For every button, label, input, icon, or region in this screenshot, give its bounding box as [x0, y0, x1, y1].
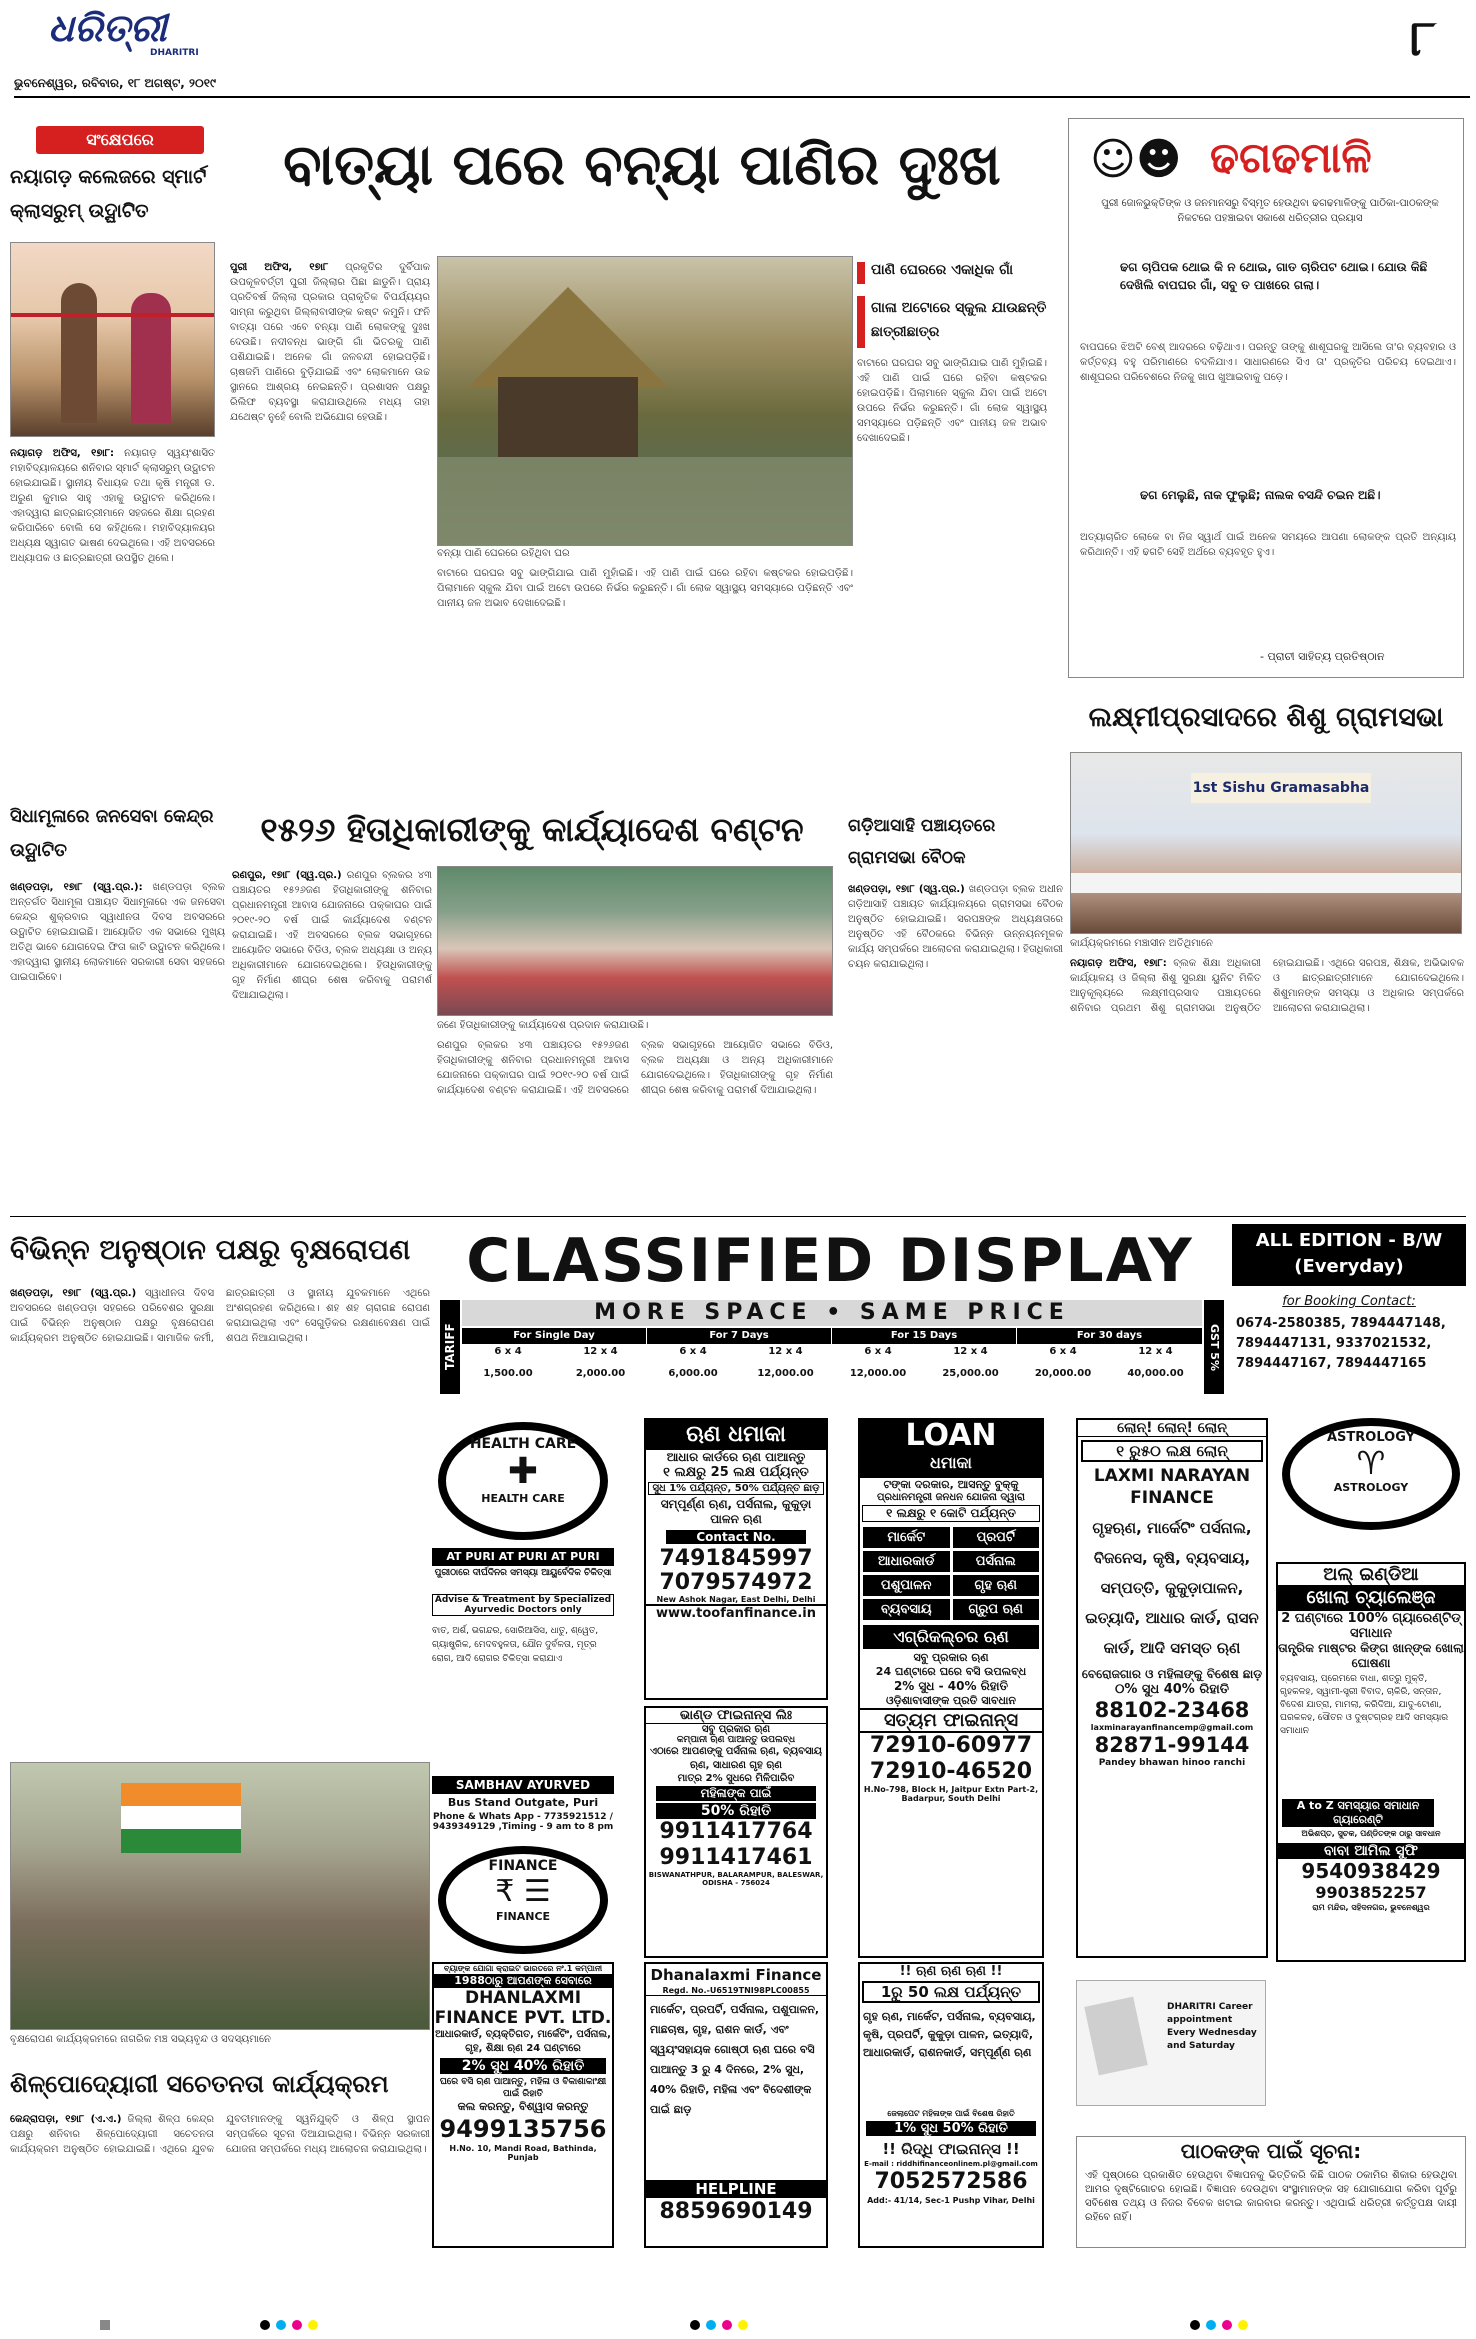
main-body: ପୁରୀ ଅଫିସ, ୧୭ା୮ ପ୍ରକୃତିର ଦୁର୍ବିପାକ ଉପକୂଳବର୍ତ୍ତୀ ପୁରୀ ଜିଲ୍ଲାର ପିଛା ଛାଡୁନି। ପ୍ରାୟ ପ୍ରତିବର୍ଷ ଜିଲ୍ଲା ପ୍ରକାର ପ୍ରାକୃତିକ ବିପର୍ଯ୍ୟୟର ସାମ୍ନା କରୁଥିବା ଜିଲ୍ଲାବାସୀଙ୍କ କଷ୍ଟ କମୁନି। ଫନି ବାତ୍ୟା ପରେ ଏବେ ବନ୍ୟା ପାଣି ଲୋକଙ୍କୁ ଦୁଃଖ ଦେଉଛି। ନଦୀବନ୍ଧ ଭାଙ୍ଗି ଗାଁ ଭିତରକୁ ପାଣି ପଶିଯାଇଛି। ଅନେକ ଗାଁ ଜଳବନ୍ଦୀ ହୋଇପଡ଼ିଛି। ଚାଷଜମି ପାଣିରେ ବୁଡ଼ିଯାଇଛି ଏବଂ ଲୋକମାନେ ଉଚ୍ଚ ସ୍ଥାନରେ ଆଶ୍ରୟ ନେଇଛନ୍ତି। ପ୍ରଶାସନ ପକ୍ଷରୁ ରିଲିଫ ବ୍ୟବସ୍ଥା କରାଯାଉଥିଲେ ମଧ୍ୟ ତାହା ଯଥେଷ୍ଟ ନୁହେଁ ବୋଲି ଅଭିଯୋଗ ହେଉଛି।: [230, 262, 430, 423]
classified-title: CLASSIFIED DISPLAY: [466, 1226, 1194, 1296]
tree-caption: ବୃକ୍ଷରୋପଣ କାର୍ଯ୍ୟକ୍ରମରେ ନାଗରିକ ମଞ୍ଚ ସଭ୍ୟବୃନ୍ଦ ଓ ସଦସ୍ୟମାନେ: [10, 2034, 271, 2045]
loan-grid: ମାର୍କେଟ ପ୍ରପର୍ଟି ଆଧାରକାର୍ଡ ପର୍ସନାଲ ପଶୁପାଳନ ଗୃହ ଋଣ ବ୍ୟବସାୟ ଗ୍ରୁପ ଋଣ: [860, 1524, 1042, 1623]
main-photo-caption: ବନ୍ୟା ପାଣି ଘେରରେ ରହିଥିବା ଘର: [437, 548, 570, 559]
column-credit: - ପ୍ରାଚୀ ସାହିତ୍ୟ ପ୍ରତିଷ୍ଠାନ: [1260, 650, 1385, 663]
allotment-body: ରଣପୁର, ୧୭ା୮ (ସ୍ୱ.ପ୍ର.) ରଣପୁର ବ୍ଲକର ୪୩ ପଞ୍ଚାୟତର ୧୫୨୬ଜଣ ହିତାଧିକାରୀଙ୍କୁ ଶନିବାର ପ୍ରଧାନମନ୍ତ୍ରୀ ଆବାସ ଯୋଜନାରେ ପକ୍କାଘର ପାଇଁ ୨୦୧୯-୨୦ ବର୍ଷ ପାଇଁ କାର୍ଯ୍ୟାଦେଶ ବଣ୍ଟନ କରାଯାଇଛି। ଏହି ଅବସରରେ ବ୍ଲକ ସଭାଗୃହରେ ଆୟୋଜିତ ସଭାରେ ବିଡିଓ, ବ୍ଲକ ଅଧ୍ୟକ୍ଷା ଓ ଅନ୍ୟ ଅଧିକାରୀମାନେ ଯୋଗଦେଇଥିଲେ। ହିତାଧିକାରୀଙ୍କୁ ଗୃହ ନିର୍ମାଣ ଶୀଘ୍ର ଶେଷ କରିବାକୁ ପରାମର୍ଶ ଦିଆଯାଇଥିଲା।: [232, 870, 432, 1001]
ad-rin-dhamaka: ଋଣ ଧମାକା ଆଧାର କାର୍ଡରେ ଋଣ ପାଆନ୍ତୁ ୧ ଲକ୍ଷରୁ 25 ଲକ୍ଷ ପର୍ଯ୍ୟନ୍ତ ସୁଧ 1% ପର୍ଯ୍ୟନ୍ତ, 50% ପର୍ଯ୍ୟନ୍ତ ଛାଡ଼ ସମ୍ପୂର୍ଣ୍ଣ ଋଣ, ପର୍ସନାଲ, କୁକୁଡ଼ା ପାଳନ ଋଣ Contact No. 7491845997 7079574972 New Ashok Nagar, East Delhi, Delhi www.toofanfinance.in: [644, 1418, 828, 1700]
gadiasahi-headline: ଗଡ଼ିଆସାହି ପଞ୍ଚାୟତରେ ଗ୍ରାମସଭା ବୈଠକ: [848, 816, 996, 868]
column-title: ଢଗଢମାଳି: [1210, 133, 1372, 182]
column-verse-2: ଢଗ ମେଲୁଛି, ନାକ ଫୁଲୁଛି; ନାଲକ ବସନ୍ଦି ଚଇନ ଅଛି।: [1140, 488, 1381, 502]
gramasabha-headline: ଲକ୍ଷ୍ମୀପ୍ରସାଦରେ ଶିଶୁ ଗ୍ରାମସଭା: [1088, 702, 1444, 733]
ad-dhanlaxmi-pvt: ବ୍ୟାଙ୍କ ଯୋଗା କ୍ରାଇଟ ଭାରତରେ ନଂ.1 କମ୍ପାନୀ 1988ଠାରୁ ଆପଣଙ୍କ ସେବାରେ DHANLAXMI FINANCE PVT. LTD. ଆଧାରକାର୍ଡ, ବ୍ୟକ୍ତିଗତ, ମାର୍କେଟିଂ, ପର୍ସନାଲ, ଗୃହ, ଶିକ୍ଷା ଋଣ 24 ଘଣ୍ଟାରେ 2% ସୁଧ 40% ରିହାତି ଘରେ ବସି ଋଣ ପାଆନ୍ତୁ, ମହିଳା ଓ ବିକାଶାକାଂକ୍ଷୀ ପାଇଁ ରିହାତି କଲ କରନ୍ତୁ, ବିଶ୍ୱାସ କରନ୍ତୁ 9499135756 H.No. 10, Mandi Road, Bathinda, Punjab: [432, 1962, 614, 2248]
zodiac-icon: ♈: [1356, 1444, 1386, 1482]
allotment-caption: ଜଣେ ହିତାଧିକାରୀଙ୍କୁ କାର୍ଯ୍ୟାଦେଶ ପ୍ରଦାନ କରାଯାଉଛି।: [437, 1020, 649, 1031]
booking-numbers: 0674-2580385, 7894447148, 7894447131, 9337021532, 7894447167, 7894447165: [1236, 1316, 1446, 1371]
main-photo: [437, 256, 853, 546]
finance-ring: FINANCE ₹ ☰ FINANCE: [438, 1846, 608, 1954]
brief-headline: ନୟାଗଡ଼ କଲେଜରେ ସ୍ମାର୍ଟ କ୍ଲାସରୁମ୍ ଉଦ୍ଘାଟିତ: [10, 166, 207, 222]
gramasabha-body: ନୟାଗଡ଼ ଅଫିସ, ୧୭ା୮: ବ୍ଲକ ଶିକ୍ଷା ଅଧିକାରୀ କାର୍ଯ୍ୟାଳୟ ଓ ଜିଲ୍ଲା ଶିଶୁ ସୁରକ୍ଷା ୟୁନିଟ ମିଳିତ ଆନୁକୂଲ୍ୟରେ ଲକ୍ଷ୍ମୀପ୍ରସାଦ ପଞ୍ଚାୟତରେ ଶନିବାର ପ୍ରଥମ ଶିଶୁ ଗ୍ରାମସଭା ଅନୁଷ୍ଠିତ ହୋଇଯାଇଛି। ଏଥିରେ ସରପଞ୍ଚ, ଶିକ୍ଷକ, ଅଭିଭାବକ ଓ ଛାତ୍ରଛାତ୍ରୀମାନେ ଯୋଗଦେଇଥିଲେ। ଶିଶୁମାନଙ୍କ ସମସ୍ୟା ଓ ଅଧିକାର ସମ୍ପର୍କରେ ଆଲୋଚନା କରାଯାଇଥିଲା।: [1070, 958, 1464, 1014]
page-number: ୮: [1410, 9, 1437, 67]
healthcare-ring: HEALTH CARE ✚ HEALTH CARE: [438, 1422, 608, 1540]
column-verse: ଢଗ ଚାପିପକ ଥୋଇ କି ନ ଥୋଇ, ଗାତ ଚାରିପଟ ଥୋଇ। ଯୋଉ କିଛି ଦେଖିଲି ବାପଘର ଗାଁ, ସବୁ ତ ପାଖରେ ଗଲା।: [1120, 260, 1428, 292]
ad-riddhi-finance: !! ଋଣ ଋଣ ଋଣ !! 1ରୁ 50 ଲକ୍ଷ ପର୍ଯ୍ୟନ୍ତ ଗୃହ ଋଣ, ମାର୍କେଟ, ପର୍ସନାଲ, ବ୍ୟବସାୟ, କୃଷି, ପ୍ରପର୍ଟି, କୁକୁଡ଼ା ପାଳନ, ଇତ୍ୟାଦି, ଆଧାରକାର୍ଡ, ରାଶନକାର୍ଡ, ସମ୍ପୂର୍ଣ୍ଣ ଋଣ ଜେଲାପେଟ ମହିଳାଙ୍କ ପାଇଁ ବିଶେଷ ରିହାତି 1% ସୁଧ 50% ରିହାତି !! ରିଦ୍ଧି ଫାଇନାନ୍ସ !! E-mail : riddhifinanceonlinem.pl@gmail.com 7052572586 Add:- 41/14, Sec-1 Pushp Vihar, Delhi: [858, 1962, 1044, 2248]
logo-sub: DHARITRI: [150, 48, 199, 58]
main-headline: ବାତ୍ୟା ପରେ ବନ୍ୟା ପାଣିର ଦୁଃଖ: [283, 133, 1001, 198]
main-body-3: ବାଟାରେ ଘରଘର ସବୁ ଭାଙ୍ଗିଯାଇ ପାଣି ମୁହାଁଇଛି। ଏହି ପାଣି ପାଇଁ ଘରେ ରହିବା କଷ୍ଟକର ହୋଇପଡ଼ିଛି। ପିଲାମାନେ ସ୍କୁଲ ଯିବା ପାଇଁ ଅଟୋ ଉପରେ ନିର୍ଭର କରୁଛନ୍ତି। ଗାଁ ଲୋକ ସ୍ୱାସ୍ଥ୍ୟ ସମସ୍ୟାରେ ପଡ଼ିଛନ୍ତି ଏବଂ ପାନୀୟ ଜଳ ଅଭାବ ଦେଖାଦେଇଛି।: [857, 358, 1047, 444]
industry-headline: ଶିଳ୍ପୋଦ୍ୟୋଗୀ ସଚେତନତା କାର୍ଯ୍ୟକ୍ରମ: [10, 2070, 389, 2098]
cartoon-icon: ☺☻: [1090, 134, 1182, 185]
ad-appointment: DHARITRI Career appointment Every Wednesday and Saturday: [1076, 1980, 1266, 2106]
tree-headline: ବିଭିନ୍ନ ଅନୁଷ୍ଠାନ ପକ୍ଷରୁ ବୃକ୍ଷରୋପଣ: [10, 1233, 411, 1266]
gramasabha-banner: 1st Sishu Gramasabha: [1191, 773, 1371, 803]
siddhamula-headline: ସିଧାମୂଳାରେ ଜନସେବା କେନ୍ଦ୍ର ଉଦ୍ଘାଟିତ: [10, 806, 214, 861]
booking-label: for Booking Contact:: [1282, 1294, 1416, 1309]
gadiasahi-body: ଖଣ୍ଡପଡ଼ା, ୧୭ା୮ (ସ୍ୱ.ପ୍ର.) ଖଣ୍ଡପଡ଼ା ବ୍ଲକ ଅଧୀନ ଗଡ଼ିଆସାହି ପଞ୍ଚାୟତ କାର୍ଯ୍ୟାଳୟରେ ଗ୍ରାମସଭା ବୈଠକ ଅନୁଷ୍ଠିତ ହୋଇଯାଇଛି। ସରପଞ୍ଚଙ୍କ ଅଧ୍ୟକ୍ଷତାରେ ଅନୁଷ୍ଠିତ ଏହି ବୈଠକରେ ବିଭିନ୍ନ ଉନ୍ନୟନମୂଳକ କାର୍ଯ୍ୟ ସମ୍ପର୍କରେ ଆଲୋଚନା କରାଯାଇଥିଲା। ହିତାଧିକାରୀ ଚୟନ କରାଯାଇଥିଲା।: [848, 884, 1063, 970]
astrology-ring: ASTROLOGY ♈ ASTROLOGY: [1282, 1418, 1460, 1530]
ad-dhanalaxmi-finance: Dhanalaxmi Finance Regd. No.-U6519TNI98PLC00855 ମାର୍କେଟ, ପ୍ରପର୍ଟି, ପର୍ସନାଲ, ପଶୁପାଳନ, ମାଛଚାଷ, ଗୃହ, ରାଶନ କାର୍ଡ, ଏବଂ ସ୍ୱୟଂସହାୟକ ଗୋଷ୍ଠୀ ଋଣ ଘରେ ବସି ପାଆନ୍ତୁ 3 ରୁ 4 ଦିନରେ, 2% ସୁଧ, 40% ରିହାତି, ମହିଳା ଏବଂ ବିଦେଶୀଙ୍କ ପାଇଁ ଛାଡ଼ HELPLINE 8859690149: [644, 1962, 828, 2248]
allotment-body-2: ରଣପୁର ବ୍ଲକର ୪୩ ପଞ୍ଚାୟତର ୧୫୨୬ଜଣ ହିତାଧିକାରୀଙ୍କୁ ଶନିବାର ପ୍ରଧାନମନ୍ତ୍ରୀ ଆବାସ ଯୋଜନାରେ ପକ୍କାଘର ପାଇଁ ୨୦୧୯-୨୦ ବର୍ଷ ପାଇଁ କାର୍ଯ୍ୟାଦେଶ ବଣ୍ଟନ କରାଯାଇଛି। ଏହି ଅବସରରେ ବ୍ଲକ ସଭାଗୃହରେ ଆୟୋଜିତ ସଭାରେ ବିଡିଓ, ବ୍ଲକ ଅଧ୍ୟକ୍ଷା ଓ ଅନ୍ୟ ଅଧିକାରୀମାନେ ଯୋଗଦେଇଥିଲେ। ହିତାଧିକାରୀଙ୍କୁ ଗୃହ ନିର୍ମାଣ ଶୀଘ୍ର ଶେଷ କରିବାକୁ ପରାମର୍ଶ ଦିଆଯାଇଥିଲା।: [437, 1040, 833, 1096]
gst-label: GST 5%: [1204, 1300, 1224, 1394]
classified-tagline: MORE SPACE • SAME PRICE: [462, 1300, 1202, 1326]
logo: ଧରିତ୍ରୀ: [48, 6, 167, 50]
ad-loan-dhamaka: LOAN ଧମାକା ଟଙ୍କା ଦରକାର, ଆସନ୍ତୁ ବୁକ୍କୁ ପ୍ରଧାନମନ୍ତ୍ରୀ ଜନଧନ ଯୋଜନା ଦ୍ୱାରା ୧ ଲକ୍ଷରୁ ୧ କୋଟି ପର୍ଯ୍ୟନ୍ତ ମାର୍କେଟ ପ୍ରପର୍ଟି ଆଧାରକାର୍ଡ ପର୍ସନାଲ ପଶୁପାଳନ ଗୃହ ଋଣ ବ୍ୟବସାୟ ଗ୍ରୁପ ଋଣ ଏଗ୍ରିକଲ୍ଚର ଋଣ ସବୁ ପ୍ରକାର ଋଣ 24 ଘଣ୍ଟାରେ ଘରେ ବସି ଉପଲବ୍ଧ 2% ସୁଧ - 40% ରିହାତି ଓଡ଼ିଶାବାସୀଙ୍କ ପ୍ରତି ସାବଧାନ ସତ୍ୟମ ଫାଇନାନ୍ସ 72910-60977 72910-46520 H.No-798, Block H, Jaitpur Extn Part-2, Badarpur, South Delhi: [858, 1418, 1044, 1958]
tree-photo: [10, 1762, 430, 2030]
brief-label: ସଂକ୍ଷେପରେ: [36, 126, 204, 154]
industry-body: କେନ୍ଦ୍ରାପଡ଼ା, ୧୭ା୮ (ଏ.ଏ.) ଜିଲ୍ଲା ଶିଳ୍ପ କେନ୍ଦ୍ର ପକ୍ଷରୁ ଶନିବାର ଶିଳ୍ପୋଦ୍ୟୋଗୀ ସଚେତନତା କାର୍ଯ୍ୟକ୍ରମ ଅନୁଷ୍ଠିତ ହୋଇଯାଇଛି। ଏଥିରେ ଯୁବକ ଯୁବତୀମାନଙ୍କୁ ସ୍ୱନିଯୁକ୍ତି ଓ ଶିଳ୍ପ ସ୍ଥାପନ ସମ୍ପର୍କରେ ସୂଚନା ଦିଆଯାଇଥିଲା। ବିଭିନ୍ନ ସରକାରୀ ଯୋଜନା ସମ୍ପର୍କରେ ମଧ୍ୟ ଆଲୋଚନା କରାଯାଇଥିଲା।: [10, 2114, 430, 2155]
reader-notice: ପାଠକଙ୍କ ପାଇଁ ସୂଚନା: ଏହି ପୃଷ୍ଠାରେ ପ୍ରକାଶିତ ହେଉଥିବା ବିଜ୍ଞାପନକୁ ଭିତ୍ତିକରି କିଛି ପାଠକ ଠକାମିର ଶିକାର ହେଉଥିବା ଆମର ଦୃଷ୍ଟିଗୋଚର ହୋଇଛି। ବିଜ୍ଞାପନ ଦେଉଥିବା ସଂସ୍ଥାମାନଙ୍କ ସହ ଯୋଗାଯୋଗ କରିବା ପୂର୍ବରୁ ସବିଶେଷ ତଥ୍ୟ ଓ ନିଜର ବିବେକ ଖଟାଇ କାରବାର କରନ୍ତୁ। ଏଥିପାଇଁ ଧରିତ୍ରୀ କର୍ତ୍ତୃପକ୍ଷ ଦାୟୀ ରହିବେ ନାହିଁ।: [1076, 2136, 1466, 2248]
ad-astrology: ASTROLOGY ♈ ASTROLOGY ଅଲ୍ ଇଣ୍ଡିଆ ଖୋଲା ଚ୍ୟାଲେଞ୍ଜ 2 ଘଣ୍ଟାରେ 100% ଗ୍ୟାରେଣ୍ଟିଡ୍ ସମାଧାନ ତାନ୍ତ୍ରିକ ମାଷ୍ଟର କିଙ୍ଗ ଖାନ୍ଙ୍କ ଖୋଲା ଘୋଷଣା ବ୍ୟବସାୟ, ପ୍ରେମରେ ବାଧା, ଶତ୍ରୁ ମୁକ୍ତି, ଗୃହକଳହ, ସ୍ୱାମୀ-ସ୍ତ୍ରୀ ବିବାଦ, ଚାକିରି, ସନ୍ତାନ, ବିଦେଶ ଯାତ୍ରା, ମାମଲା, କରିଦିଆ, ଯାଦୁ-ଟୋଣା, ଘରକଳହ, ସୌତନ ଓ ଦୁଷ୍ଟଗ୍ରହ ଆଦି ସମସ୍ୟାର ସମାଧାନ A to Z ସମସ୍ୟାର ସମାଧାନ ଗ୍ୟାରେଣ୍ଟି ଅଭିଶପ୍ତ, ସୁଚକ, ପଣ୍ଡିତଙ୍କ ଠାରୁ ସାବଧାନ ବାବା ଆମିଲ ସୁଫି 9540938429 9903852257 ରାମ ମନ୍ଦିର, ସହିଦନଗର, ଭୁବନେଶ୍ୱର: [1276, 1418, 1466, 1964]
classified-edition: ALL EDITION - B/W (Everyday): [1232, 1224, 1466, 1286]
column-body-2: ଅତ୍ୟାଚାରିତ ଲୋକେ ବା ନିଜ ସ୍ୱାର୍ଥ ପାଇଁ ଅନେକ ସମୟରେ ଆପଣା ଲୋକଙ୍କ ପ୍ରତି ଅନ୍ୟାୟ କରିଥାନ୍ତି। ଏହି ଢଗଟି ସେହି ଅର୍ଥରେ ବ୍ୟବହୃତ ହୁଏ।: [1080, 532, 1456, 558]
side-head-1: ପାଣି ଘେରରେ ଏକାଧିକ ଗାଁ: [857, 262, 1047, 284]
allotment-photo: [437, 866, 833, 1016]
print-marks: [0, 2316, 1476, 2336]
ad-laxmi-narayan: ଲୋନ୍! ଲୋନ୍! ଲୋନ୍ ୧ ରୁ୫୦ ଲକ୍ଷ ଲୋନ୍ LAXMI NARAYAN FINANCE ଗୃହଋଣ, ମାର୍କେଟିଂ ପର୍ସନାଲ, ବିଜନେସ, କୃଷି, ବ୍ୟବସାୟ, ସମ୍ପତ୍ତି, କୁକୁଡ଼ାପାଳନ, ଇତ୍ୟାଦି, ଆଧାର କାର୍ଡ, ରାସନ କାର୍ଡ, ଆଦି ସମସ୍ତ ଋଣ ବେରୋଜଗାର ଓ ମହିଳାଙ୍କୁ ବିଶେଷ ଛାଡ଼ ୦% ସୁଧ 40% ରିହାତି 88102-23468 laxminarayanfinancemp@gmail.com 82871-99144 Pandey bhawan hinoo ranchi: [1076, 1418, 1268, 1958]
medical-icon: ✚: [507, 1451, 539, 1492]
ad-healthcare: HEALTH CARE ✚ HEALTH CARE AT PURI AT PURI AT PURI ପୁରୀଠାରେ ଦୀର୍ଘଦିନର ସମସ୍ୟା ଆୟୁର୍ବେଦିକ ଚିକିତ୍ସା Advise & Treatment by Specialized Ayurvedic Doctors only ବାତ, ଅର୍ଶ, ଭଗନ୍ଦର, ସୋରିଆସିସ, ଧାତୁ, ଶ୍ୱେତ, ଗ୍ୟାଷ୍ଟ୍ରିକ, ମେଦବହୁଳତା, ଯୌନ ଦୁର୍ବଳତା, ମୂତ୍ର ରୋଗ, ଆଦି ରୋଗର ଚିକିତ୍ସା କରାଯାଏ SAMBHAV AYURVED Bus Stand Outgate, Puri Phone & Whats App - 7735921512 / 9439349129 ,Timing - 9 am to 8 pm FINANCE ₹ ☰ FINANCE: [432, 1418, 614, 1956]
siddhamula-body: ଖଣ୍ଡପଡ଼ା, ୧୭ା୮ (ସ୍ୱ.ପ୍ର.): ଖଣ୍ଡପଡ଼ା ବ୍ଲକ ଅନ୍ତର୍ଗତ ସିଧାମୂଳା ପଞ୍ଚାୟତ ସିଧାମୂଳାରେ ଏକ ଜନସେବା କେନ୍ଦ୍ର ଶୁକ୍ରବାର ସ୍ୱାଧୀନତା ଦିବସ ଅବସରରେ ଉଦ୍ଘାଟିତ ହୋଇଯାଇଛି। ଆୟୋଜିତ ଏକ ସଭାରେ ମୁଖ୍ୟ ଅତିଥି ଭାବେ ଯୋଗଦେଇ ଫିତା କାଟି ଉଦ୍ଘାଟନ କରିଥିଲେ। ଏହାଦ୍ୱାରା ସ୍ଥାନୀୟ ଲୋକମାନେ ସରକାରୀ ସେବା ସହଜରେ ପାଇପାରିବେ।: [10, 882, 225, 983]
gramasabha-caption: କାର୍ଯ୍ୟକ୍ରମରେ ମଞ୍ଚାସୀନ ଅତିଥିମାନେ: [1070, 938, 1213, 949]
column-body: ବାପଘରେ ଝିଅଟି ବେଶ୍ ଆଦରରେ ବଢ଼ିଥାଏ। ପରନ୍ତୁ ତାଙ୍କୁ ଶାଶୂଘରକୁ ଆସିଲେ ତା'ର ବ୍ୟବହାର ଓ କର୍ତ୍ତବ୍ୟ ବହୁ ପରିମାଣରେ ବଦଳିଯାଏ। ସାଧାରଣରେ ସିଏ ତା' ପ୍ରକୃତିର ପରିଚୟ ଦେଇଥାଏ। ଶାଶୂଘରର ପରିବେଶରେ ନିଜକୁ ଖାପ ଖୁଆଇବାକୁ ପଡ଼େ।: [1080, 342, 1456, 383]
tariff-label: TARIFF: [440, 1300, 460, 1394]
ad-tiger-finance: ଭାଣ୍ଡ ଫାଇନାନ୍ସ ଲିଃ ସବୁ ପ୍ରକାର ଋଣ କମ୍ପାନୀ ଋଣ ପାଆନ୍ତୁ ଉପଲବ୍ଧ ଏଠାରେ ଆପଣଙ୍କୁ ପର୍ସନାଲ ଋଣ, ବ୍ୟବସାୟ ଋଣ, ସାଧାରଣ ଗୃହ ଋଣ ମାତ୍ର 2% ସୁଧରେ ମିଳିପାରିବ ମହିଳାଙ୍କ ପାଇଁ 50% ରିହାତି 9911417764 9911417461 BISWANATHPUR, BALARAMPUR, BALESWAR, ODISHA - 756024: [644, 1706, 828, 1958]
brief-photo: [10, 242, 215, 437]
brief-body: ନୟାଗଡ଼ ଅଫିସ, ୧୭ା୮: ନୟାଗଡ଼ ସ୍ୱୟଂଶାସିତ ମହାବିଦ୍ୟାଳୟରେ ଶନିବାର ସ୍ମାର୍ଟ କ୍ଲାସରୁମ୍ ଉଦ୍ଘାଟନ ହୋଇଯାଇଛି। ସ୍ଥାନୀୟ ବିଧାୟକ ତଥା କୃଷି ମନ୍ତ୍ରୀ ଡ. ଅରୁଣ କୁମାର ସାହୁ ଏହାକୁ ଉଦ୍ଘାଟନ କରିଥିଲେ। ଏହାଦ୍ୱାରା ଛାତ୍ରଛାତ୍ରୀମାନେ ସହଜରେ ଶିକ୍ଷା ଗ୍ରହଣ କରିପାରିବେ ବୋଲି ସେ କହିଥିଲେ। ମହାବିଦ୍ୟାଳୟର ଅଧ୍ୟକ୍ଷ ସ୍ୱାଗତ ଭାଷଣ ଦେଇଥିଲେ। ଏହି ଅବସରରେ ଅଧ୍ୟାପକ ଓ ଛାତ୍ରଛାତ୍ରୀ ଉପସ୍ଥିତ ଥିଲେ।: [10, 448, 215, 564]
tariff-table: For Single Day For 7 Days For 15 Days For 30 days 6 x 4 12 x 4 6 x 4 12 x 4 6 x 4 12 x 4 6 x 4 12 x 4 1,500.00 2,000.00 6,000.00 12,000.00 12,000.00 25,000.00 20,000.00 40,000.00: [462, 1328, 1202, 1394]
gramasabha-photo: [1070, 752, 1462, 934]
calculator-icon: ₹ ☰: [495, 1874, 551, 1909]
side-head-2: ଗାଳା ଅଟୋରେ ସ୍କୁଲ ଯାଉଛନ୍ତି ଛାତ୍ରୀଛାତ୍ର: [857, 296, 1047, 348]
allotment-headline: ୧୫୨୬ ହିତାଧିକାରୀଙ୍କୁ କାର୍ଯ୍ୟାଦେଶ ବଣ୍ଟନ: [260, 810, 804, 849]
main-body-2: ବାଟାରେ ଘରଘର ସବୁ ଭାଙ୍ଗିଯାଇ ପାଣି ମୁହାଁଇଛି। ଏହି ପାଣି ପାଇଁ ଘରେ ରହିବା କଷ୍ଟକର ହୋଇପଡ଼ିଛି। ପିଲାମାନେ ସ୍କୁଲ ଯିବା ପାଇଁ ଅଟୋ ଉପରେ ନିର୍ଭର କରୁଛନ୍ତି। ଗାଁ ଲୋକ ସ୍ୱାସ୍ଥ୍ୟ ସମସ୍ୟାରେ ପଡ଼ିଛନ୍ତି ଏବଂ ପାନୀୟ ଜଳ ଅଭାବ ଦେଖାଦେଇଛି।: [437, 568, 853, 609]
dateline-bar: ଭୁବନେଶ୍ୱର, ରବିବାର, ୧୮ ଅଗଷ୍ଟ, ୨୦୧୯: [14, 76, 216, 90]
column-intro: ପୁରୀ ଜୋଳଭୁକ୍ତିଙ୍କ ଓ ଜନମାନସରୁ ବିସ୍ମୃତ ହେଉଥିବା ଢଗଢମାଳିଙ୍କୁ ପାଠିକା-ପାଠକଙ୍କ ନିକଟରେ ପହଞ୍ଚାଇବା ସକାଶେ ଧରିତ୍ରୀର ପ୍ରୟାସ: [1101, 198, 1439, 224]
tree-body: ଖଣ୍ଡପଡ଼ା, ୧୭ା୮ (ସ୍ୱ.ପ୍ର.) ସ୍ୱାଧୀନତା ଦିବସ ଅବସରରେ ଖଣ୍ଡପଡ଼ା ସହରରେ ପରିବେଶର ସୁରକ୍ଷା ପାଇଁ ବିଭିନ୍ନ ଅନୁଷ୍ଠାନ ପକ୍ଷରୁ ବୃକ୍ଷରୋପଣ କାର୍ଯ୍ୟକ୍ରମ ଅନୁଷ୍ଠିତ ହୋଇଯାଇଛି। ସାମାଜିକ କର୍ମୀ, ଛାତ୍ରଛାତ୍ରୀ ଓ ସ୍ଥାନୀୟ ଯୁବକମାନେ ଏଥିରେ ଅଂଶଗ୍ରହଣ କରିଥିଲେ। ଶହ ଶହ ଚାରାଗଛ ରୋପଣ କରାଯାଇଥିଲା ଏବଂ ସେଗୁଡ଼ିକର ରକ୍ଷଣାବେକ୍ଷଣ ପାଇଁ ଶପଥ ନିଆଯାଇଥିଲା।: [10, 1288, 430, 1344]
